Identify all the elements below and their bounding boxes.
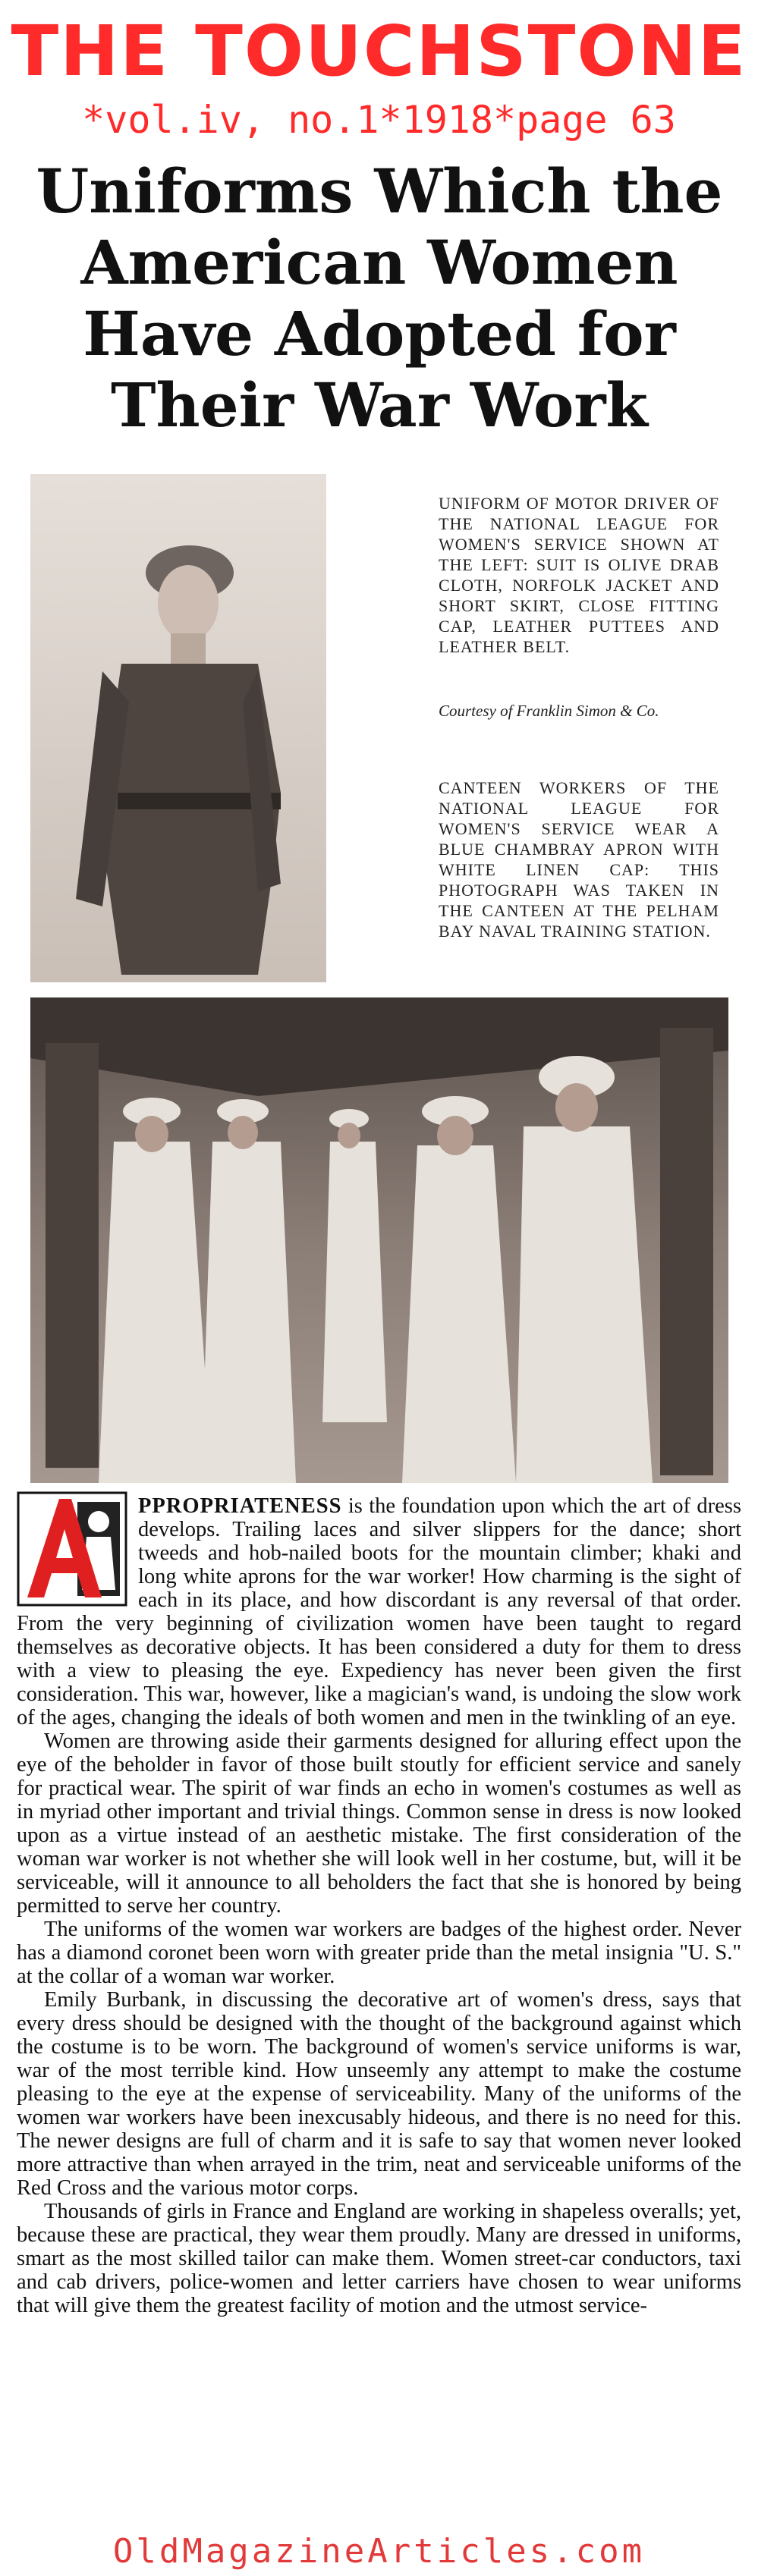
masthead-issue: *vol.iv, no.1*1918*page 63 xyxy=(82,98,676,142)
footer-site-name: OldMagazineArticles.com xyxy=(112,2532,646,2571)
article-paragraph-1-text: is the foundation upon which the art of dress develops. Trailing laces and silver slippers for the dance; short tweeds and hob-nailed boots for the mountain climber; khaki and long white aprons for the war worker! How charming is the sight of each in its place, and how discordant is any reversal of that order. From the very beginning of civilization women have been taught to regard themselves as decorative objects. It has been considered a duty for them to dress with a view to pleasing the eye. Expediency has never been given the first consideration. This war, however, like a magician's wand, is undoing the slow work of the ages, changing the ideals of both women and men in the twinkling of an eye. xyxy=(17,1494,741,1729)
motor-driver-caption: UNIFORM OF MOTOR DRIVER OF THE NATIONAL LEAGUE FOR WOMEN'S SERVICE SHOWN AT THE LEFT: SUIT IS OLIVE DRAB CLOTH, NORFOLK JACKET AND SHORT SKIRT, CLOSE FITTING CAP, LEATHER PUTTEES AND LEATHER BELT. xyxy=(439,494,719,656)
article-paragraph-5: Thousands of girls in France and England are working in shapeless overalls; yet, because these are practical, they wear them proudly. Many are dressed in uniforms, smart as the most skilled tailor can make them. Women street-car conductors, taxi and cab drivers, police-women and letter carriers have chosen to wear uniforms that will give them the greatest facility of motion and the utmost service- xyxy=(17,2200,741,2317)
lead-word: PPROPRIATENESS xyxy=(138,1494,342,1518)
article-body xyxy=(17,1494,741,2317)
motor-driver-photo xyxy=(30,474,326,982)
canteen-caption: CANTEEN WORKERS OF THE NATIONAL LEAGUE FOR WOMEN'S SERVICE WEAR A BLUE CHAMBRAY APRON WITH WHITE LINEN CAP: THIS PHOTOGRAPH WAS TAKEN IN THE CANTEEN AT THE PELHAM BAY NAVAL TRAINING STATION. xyxy=(439,778,719,941)
drop-cap-a-illustration xyxy=(17,1491,127,1607)
article-paragraph-1 xyxy=(17,1494,741,1729)
article-paragraph-4: Emily Burbank, in discussing the decorative art of women's dress, says that every dress should be designed with the thought of the background against which the costume is to be worn. The background of women's service uniforms is war, war of the most terrible kind. How unseemly any attempt to make the costume pleasing to the eye at the expense of serviceability. Many of the uniforms of the women war workers have been inexcusably hideous, and there is no need for this. The newer designs are full of charm and it is safe to say that women never looked more attractive than when arrayed in the trim, neat and serviceable uniforms of the Red Cross and the various motor corps. xyxy=(17,1988,741,2200)
photo-credit: Courtesy of Franklin Simon & Co. xyxy=(439,702,659,720)
canteen-workers-photo xyxy=(30,997,728,1483)
article-paragraph-3: The uniforms of the women war workers are badges of the highest order. Never has a diamond coronet been worn with greater pride than the metal insignia "U. S." at the collar of a woman war worker. xyxy=(17,1918,741,1988)
masthead-title: THE TOUCHSTONE xyxy=(11,11,747,92)
headline: Uniforms Which the American Women Have Adopted for Their War Work xyxy=(36,156,723,441)
article-paragraph-2: Women are throwing aside their garments designed for alluring effect upon the eye of the beholder in favor of those built stoutly for efficient service and sanely for practical wear. The spirit of war finds an echo in women's costumes as well as in myriad other important and trivial things. Common sense in dress is now looked upon as a virtue instead of an aesthetic mistake. The first consideration of the woman war worker is not whether she will look well in her costume, but, will it be serviceable, will it announce to all beholders the fact that she is honored by being permitted to serve her country. xyxy=(17,1729,741,1918)
